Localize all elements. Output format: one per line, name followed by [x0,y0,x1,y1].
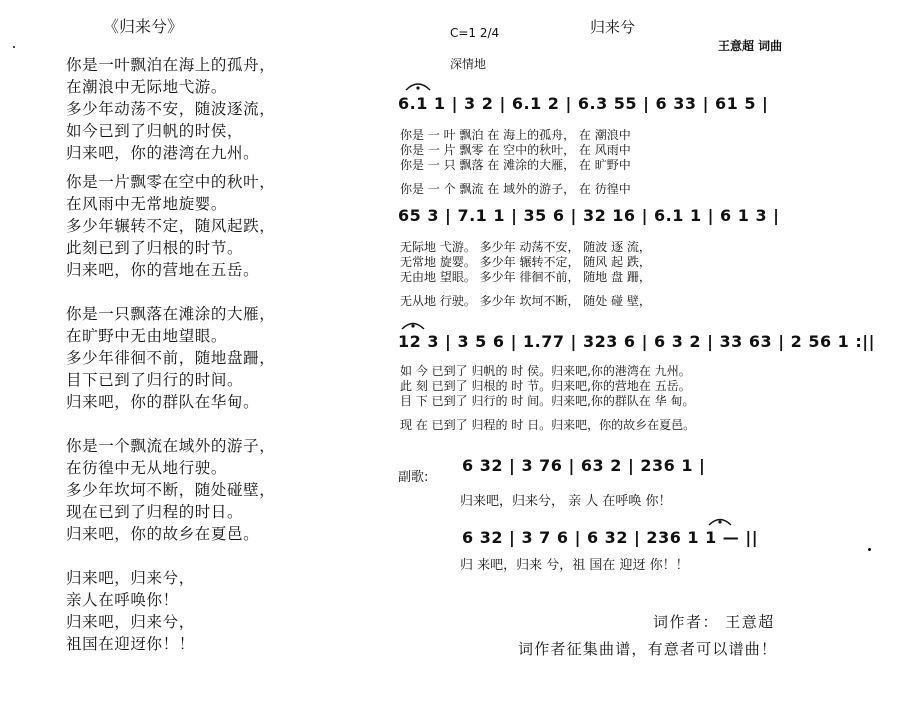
lyric-line: 多少年徘徊不前，随地盘跚， [66,349,276,367]
lyric-line: 你是一片飘零在空中的秋叶， [66,173,276,191]
stanza-2 [66,171,275,281]
lyric-line: 现在已到了归程的时日。 [66,503,244,521]
notice-text: 词作者征集曲谱，有意者可以谱曲！ [518,640,778,658]
stray-dot [13,46,15,48]
lyric-line: 你是一叶飘泊在海上的孤舟， [66,56,276,74]
lyric-line: 在风雨中无常地旋婴。 [66,195,228,213]
lyric-line: 归来吧，你的故乡在夏邑。 [66,525,260,543]
chorus-notation-1: 6 32 | 3 76 | 63 2 | 236 1 | [462,456,706,475]
fermata-icon [398,78,438,92]
tempo-marking: 深情地 [450,57,487,71]
score-lyric-3-4: 现 在 已到了 归程的 时 日。归来吧，你的故乡在夏邑。 [400,418,696,432]
author-credit: 词作者： 王意超 [653,613,775,631]
key-signature: C=1 2/4 [450,26,500,40]
lyric-line: 目下已到了归行的时间。 [66,371,244,389]
composer-credit: 王意超 词曲 [718,39,783,53]
chorus-label: 副歌: [398,470,429,485]
chorus-lyric-2: 归 来吧，归来 兮，祖 国在 迎迓 你！！ [460,558,689,573]
score-lyric-1-3: 你是 一 只 飘落 在 滩涂的大雁， 在 旷野中 [400,158,631,172]
stanza-1 [66,54,275,164]
lyric-line: 此刻已到了归根的时节。 [66,239,244,257]
lyric-line: 归来吧，你的群队在华甸。 [66,393,260,411]
score-lyric-1-4: 你是 一 个 飘流 在 域外的游子， 在 彷徨中 [400,182,631,196]
stanza-4 [66,435,275,545]
score-lyric-2-3: 无由地 望眼。 多少年 徘徊不前， 随地 盘 跚， [400,270,651,284]
score-lyric-3-1: 如 今 已到了 归帆的 时 侯。归来吧,你的港湾在 九州。 [400,364,691,378]
lyrics-title: 《归来兮》 [103,17,184,36]
lyric-line: 你是一个飘流在域外的游子， [66,437,276,455]
lyric-line: 多少年坎坷不断，随处碰壁， [66,481,276,499]
notation-row-3: 12 3 | 3 5 6 | 1.77 | 323 6 | 6 3 2 | 33 63 | 2 56 1 :|| [398,332,875,351]
notation-row-2: 65 3 | 7.1 1 | 35 6 | 32 16 | 6.1 1 | 6 1 3 | [398,206,780,225]
chorus-notation-2: 6 32 | 3 7 6 | 6 32 | 236 1 1 — || [462,528,759,547]
lyric-line: 多少年辗转不定，随风起跌， [66,217,276,235]
score-lyric-2-1: 无际地 弋游。 多少年 动荡不安， 随波 逐 流， [400,240,651,254]
notation-row-1: 6.1 1 | 3 2 | 6.1 2 | 6.3 55 | 6 33 | 61 5 | [398,94,769,113]
stray-dot [868,548,871,551]
chorus-lyric-1: 归来吧，归来兮， 亲 人 在呼唤 你！ [460,494,672,509]
fermata-icon [398,318,428,330]
score-lyric-2-4: 无从地 行驶。 多少年 坎坷不断， 随处 碰 壁， [400,294,651,308]
lyric-line: 在旷野中无由地望眼。 [66,327,228,345]
score-lyric-1-1: 你是 一 叶 飘泊 在 海上的孤舟， 在 潮浪中 [400,128,631,142]
lyric-line: 亲人在呼唤你！ [66,591,179,609]
lyric-line: 归来吧，归来兮， [66,613,195,631]
lyric-line: 祖国在迎迓你！！ [66,635,195,653]
score-lyric-3-3: 目 下 已到了 归行的 时 间。归来吧,你的群队在 华 甸。 [400,394,695,408]
score-lyric-3-2: 此 刻 已到了 归根的 时 节。归来吧,你的营地在 五岳。 [400,379,691,393]
stanza-refrain [66,567,195,655]
score-lyric-1-2: 你是 一 片 飘零 在 空中的秋叶， 在 风雨中 [400,143,631,157]
lyric-line: 归来吧，你的营地在五岳。 [66,261,260,279]
lyric-line: 归来吧，你的港湾在九州。 [66,144,260,162]
lyric-line: 在彷徨中无从地行驶。 [66,459,228,477]
lyric-line: 多少年动荡不安，随波逐流， [66,100,276,118]
stanza-3 [66,303,275,413]
lyric-line: 归来吧，归来兮， [66,569,195,587]
lyric-line: 你是一只飘落在滩涂的大雁， [66,305,276,323]
lyric-line: 在潮浪中无际地弋游。 [66,78,228,96]
song-title: 归来兮 [590,18,636,36]
lyric-line: 如今已到了归帆的时侯， [66,122,244,140]
score-lyric-2-2: 无常地 旋婴。 多少年 辗转不定， 随风 起 跌， [400,255,651,269]
fermata-icon [705,514,735,526]
